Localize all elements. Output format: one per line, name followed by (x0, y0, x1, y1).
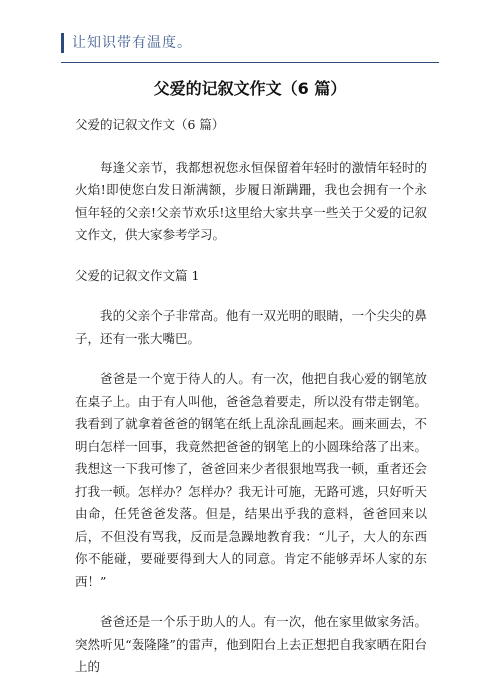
document-body (75, 114, 427, 679)
site-header (0, 0, 500, 64)
document-subtitle: 父爱的记叙文作文（6 篇） (75, 117, 225, 132)
paragraph-3: 爸爸还是一个乐于助人的人。有一次，他在家里做家务活。突然听见“轰隆隆”的雷声，他到阳台上去正想把自我家晒在阳台上的 (75, 614, 427, 674)
header-divider (61, 62, 439, 63)
intro-paragraph: 每逢父亲节，我都想祝您永恒保留着年轻时的激情年轻时的火焰!即使您白发日渐满额，步履日渐蹒跚，我也会拥有一个永恒年轻的父亲!父亲节欢乐!这里给大家共享一些关于父爱的记叙文作文，供大家参考学习。 (75, 159, 427, 242)
paragraph-2: 爸爸是一个宽于待人的人。有一次，他把自我心爱的钢笔放在桌子上。由于有人叫他，爸爸急着要走，所以没有带走钢笔。我看到了就拿着爸爸的钢笔在纸上乱涂乱画起来。画来画去，不明白怎样一回事，我竟然把爸爸的钢笔上的小圆珠给落了出来。我想这一下我可惨了，爸爸回来少者很狠地骂我一顿，重者还会打我一顿。怎样办？怎样办？我无计可施，无路可逃，只好听天由命，任凭爸爸发落。但是，结果出乎我的意料，爸爸回来以后，不但没有骂我，反而是急躁地教育我：“儿子，大人的东西你不能碰，要碰要得到大人的同意。肯定不能够弄坏人家的东西！” (75, 371, 427, 589)
paragraph-1: 我的父亲个子非常高。他有一双光明的眼睛，一个尖尖的鼻子，还有一张大嘴巴。 (75, 308, 427, 346)
header-accent-bar (61, 33, 64, 53)
document-title: 父爱的记叙文作文（6 篇） (153, 79, 347, 98)
section-heading: 父爱的记叙文作文篇 1 (75, 267, 200, 283)
site-tagline: 让知识带有温度。 (72, 35, 192, 51)
